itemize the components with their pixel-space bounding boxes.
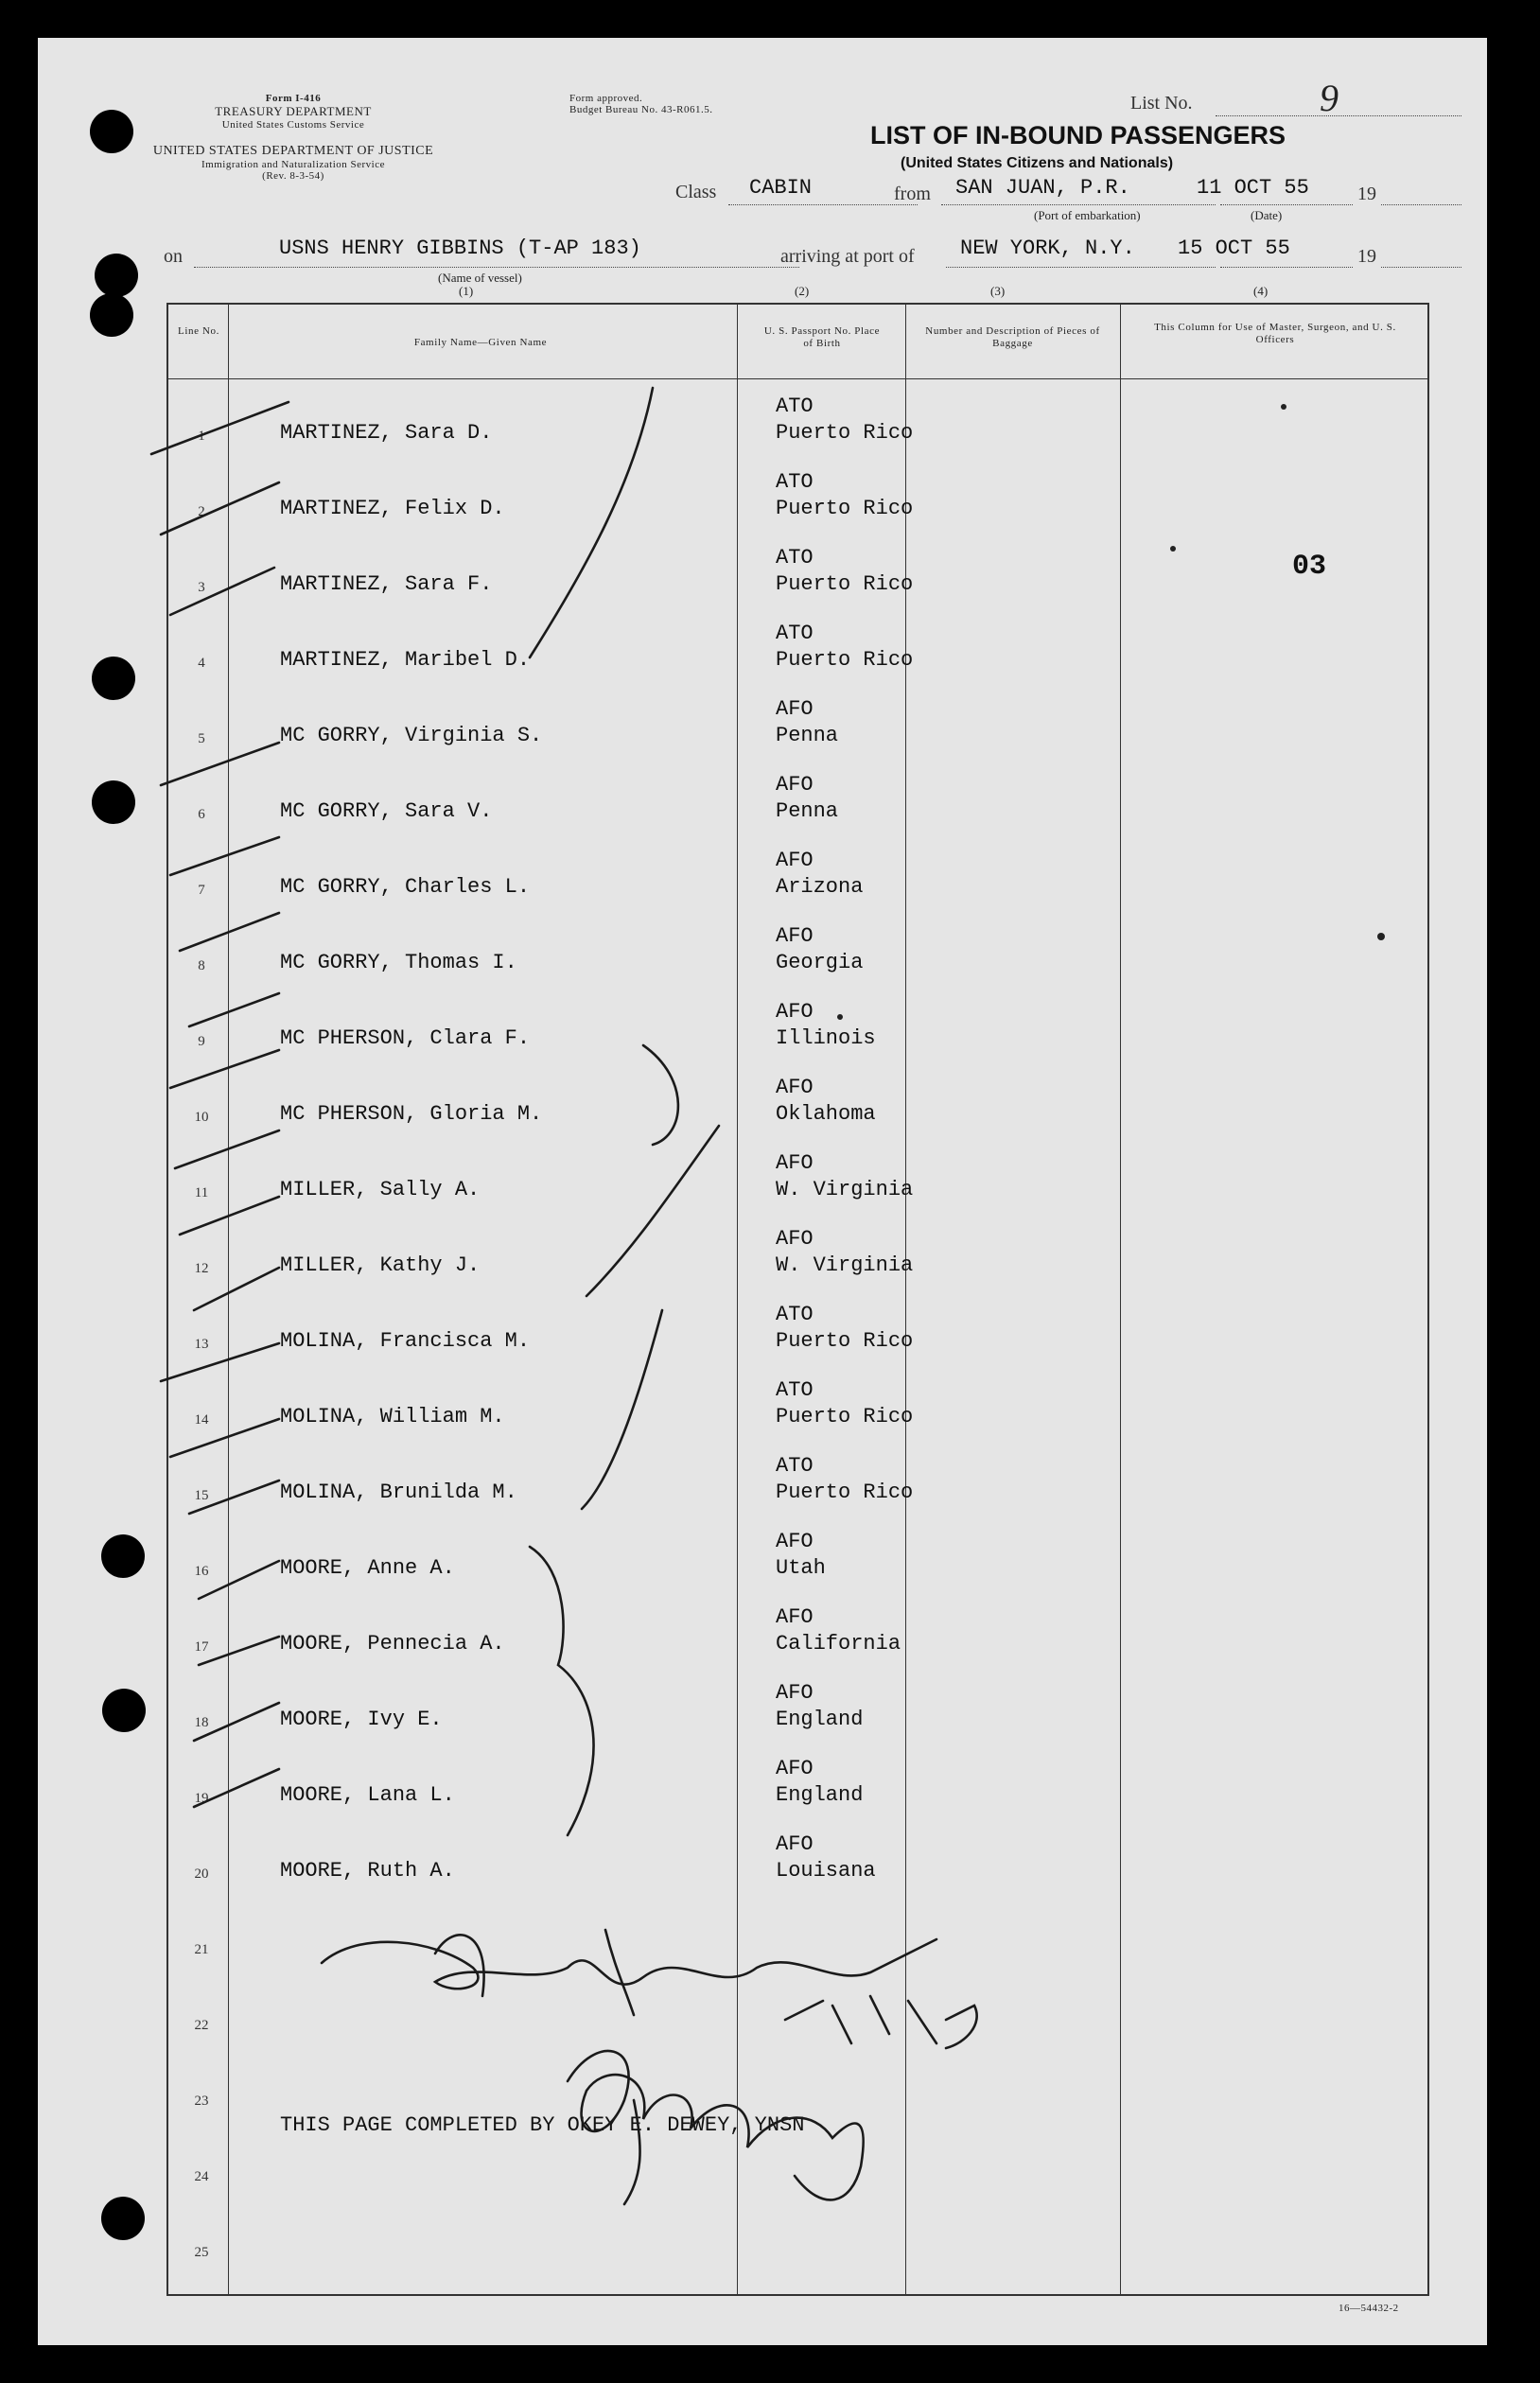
birthplace: Penna	[776, 724, 839, 747]
class-label: Class	[675, 182, 717, 202]
tick-mark	[151, 402, 289, 454]
arrival-port: NEW YORK, N.Y.	[960, 237, 1135, 260]
passport-code: AFO	[776, 1076, 814, 1099]
passenger-name: MOORE, Pennecia A.	[280, 1632, 505, 1656]
line-number: 10	[194, 1110, 209, 1125]
signature-stroke	[322, 1939, 936, 1989]
line-number: 16	[194, 1564, 209, 1579]
birthplace: Oklahoma	[776, 1102, 876, 1126]
line-number: 17	[194, 1639, 209, 1655]
passenger-name: MC GORRY, Charles L.	[280, 875, 531, 899]
class-value: CABIN	[749, 176, 813, 200]
vessel-name: USNS HENRY GIBBINS (T-AP 183)	[279, 237, 641, 260]
bracket-mark	[586, 1126, 719, 1296]
passenger-name: MOLINA, William M.	[280, 1405, 505, 1428]
customs-service: United States Customs Service	[221, 119, 365, 131]
birthplace: Penna	[776, 799, 839, 823]
line-number: 21	[194, 1942, 209, 1957]
line-number: 25	[194, 2245, 209, 2260]
col4-caption: (4)	[1253, 284, 1269, 298]
line-number: 18	[194, 1715, 209, 1730]
tick-mark	[194, 1769, 279, 1807]
passport-code: ATO	[776, 1303, 814, 1326]
manifest-page	[38, 38, 1487, 2345]
tick-mark	[175, 1130, 279, 1168]
passenger-name: MC PHERSON, Clara F.	[280, 1026, 531, 1050]
line-number: 22	[194, 2018, 209, 2033]
birthplace: Puerto Rico	[776, 1405, 914, 1428]
budget-bureau: Budget Bureau No. 43-R061.5.	[569, 104, 713, 115]
passport-code: AFO	[776, 1530, 814, 1553]
line-number: 3	[198, 580, 205, 595]
birthplace: Puerto Rico	[776, 497, 914, 520]
print-code: 16—54432-2	[1339, 2303, 1399, 2314]
line-number: 23	[194, 2094, 209, 2109]
signature-stroke	[605, 1930, 634, 2015]
handwriting-layer	[38, 38, 1487, 2345]
line-number: 2	[198, 504, 205, 519]
passenger-name: MOLINA, Brunilda M.	[280, 1481, 517, 1504]
passenger-name: MOORE, Ruth A.	[280, 1859, 455, 1883]
passenger-name: MARTINEZ, Felix D.	[280, 497, 505, 520]
passport-code: AFO	[776, 1227, 814, 1251]
tick-mark	[170, 568, 274, 615]
tick-mark	[170, 1419, 279, 1457]
tick-mark	[194, 1268, 279, 1310]
line-number: 9	[198, 1034, 205, 1049]
birthplace: Puerto Rico	[776, 421, 914, 445]
birthplace: Illinois	[776, 1026, 876, 1050]
birthplace: W. Virginia	[776, 1178, 914, 1201]
ins-label: Immigration and Naturalization Service	[201, 159, 386, 170]
birthplace: Puerto Rico	[776, 1481, 914, 1504]
passport-code: AFO	[776, 1000, 814, 1024]
list-no-label: List No.	[1130, 93, 1193, 114]
bracket-mark	[530, 1547, 594, 1835]
line-number: 8	[198, 958, 205, 973]
header-passport: U. S. Passport No. Place of Birth	[763, 325, 881, 349]
passenger-name: MC GORRY, Virginia S.	[280, 724, 543, 747]
passport-code: AFO	[776, 849, 814, 872]
passenger-name: MOORE, Ivy E.	[280, 1708, 443, 1731]
birthplace: England	[776, 1708, 864, 1731]
passenger-name: MC PHERSON, Gloria M.	[280, 1102, 543, 1126]
passenger-name: MC GORRY, Sara V.	[280, 799, 493, 823]
tick-mark	[161, 482, 279, 534]
passport-code: AFO	[776, 1832, 814, 1856]
passport-code: AFO	[776, 697, 814, 721]
line-number: 7	[198, 883, 205, 898]
birthplace: Utah	[776, 1556, 826, 1580]
line-number: 15	[194, 1488, 209, 1503]
header-line-no: Line No.	[178, 325, 219, 337]
completed-note: THIS PAGE COMPLETED BY OKEY E. DEWEY, YNSN	[280, 2113, 805, 2137]
revision-date: (Rev. 8-3-54)	[262, 170, 324, 182]
passenger-name: MC GORRY, Thomas I.	[280, 951, 517, 974]
passenger-name: MOORE, Anne A.	[280, 1556, 455, 1580]
from-label: from	[894, 184, 931, 204]
passenger-name: MOLINA, Francisca M.	[280, 1329, 531, 1353]
vessel-caption: (Name of vessel)	[438, 271, 522, 285]
col1-caption: (1)	[459, 284, 474, 298]
birthplace: Georgia	[776, 951, 864, 974]
tick-mark	[189, 1481, 279, 1514]
birthplace: W. Virginia	[776, 1253, 914, 1277]
bracket-mark	[530, 388, 653, 657]
line-number: 24	[194, 2169, 209, 2184]
departure-date: 11 OCT 55	[1197, 176, 1309, 200]
passenger-name: MOORE, Lana L.	[280, 1783, 455, 1807]
justice-department: UNITED STATES DEPARTMENT OF JUSTICE	[152, 144, 434, 158]
treasury-department: TREASURY DEPARTMENT	[215, 104, 372, 118]
birthplace: England	[776, 1783, 864, 1807]
passport-code: AFO	[776, 1681, 814, 1705]
birthplace: Puerto Rico	[776, 648, 914, 672]
form-number: Form I-416	[265, 93, 322, 104]
birthplace: California	[776, 1632, 901, 1656]
line-number: 14	[194, 1412, 209, 1428]
tick-mark	[199, 1561, 279, 1599]
passport-code: AFO	[776, 1757, 814, 1780]
passenger-name: MARTINEZ, Maribel D.	[280, 648, 531, 672]
line-number: 12	[194, 1261, 209, 1276]
bracket-mark	[643, 1045, 678, 1145]
signature-stroke	[624, 2100, 640, 2204]
line-number: 6	[198, 807, 205, 822]
birthplace: Puerto Rico	[776, 572, 914, 596]
signature-stroke	[568, 2051, 864, 2199]
line-number: 1	[198, 429, 205, 444]
passenger-name: MILLER, Sally A.	[280, 1178, 481, 1201]
arrival-date: 15 OCT 55	[1178, 237, 1290, 260]
form-approved: Form approved.	[569, 93, 643, 104]
tick-mark	[161, 743, 279, 785]
passport-code: ATO	[776, 1454, 814, 1478]
birthplace: Louisana	[776, 1859, 876, 1883]
year-prefix: 19	[1357, 184, 1376, 204]
passport-code: AFO	[776, 1151, 814, 1175]
tick-mark	[194, 1703, 279, 1741]
arriving-label: arriving at port of	[780, 246, 915, 267]
line-number: 4	[198, 656, 205, 671]
form-title: LIST OF IN-BOUND PASSENGERS	[870, 121, 1286, 149]
tick-mark	[170, 1050, 279, 1088]
form-subtitle: (United States Citizens and Nationals)	[901, 155, 1174, 171]
header-name: Family Name—Given Name	[413, 337, 548, 348]
year-prefix-2: 19	[1357, 246, 1376, 267]
tick-mark	[189, 993, 279, 1026]
passport-code: ATO	[776, 470, 814, 494]
date-caption: (Date)	[1251, 208, 1283, 222]
date-stroke	[785, 1996, 977, 2048]
passport-code: ATO	[776, 546, 814, 569]
line-number: 19	[194, 1791, 209, 1806]
officer-mark: 03	[1292, 551, 1327, 583]
line-number: 20	[194, 1866, 209, 1882]
passport-code: AFO	[776, 1605, 814, 1629]
tick-mark	[161, 1343, 279, 1381]
header-officers: This Column for Use of Master, Surgeon, and U. S. Officers	[1154, 322, 1396, 345]
on-label: on	[164, 246, 183, 267]
passport-code: ATO	[776, 394, 814, 418]
line-number: 5	[198, 731, 205, 746]
port-of-embarkation-caption: (Port of embarkation)	[1034, 208, 1141, 222]
passenger-name: MARTINEZ, Sara F.	[280, 572, 493, 596]
birthplace: Arizona	[776, 875, 864, 899]
tick-mark	[180, 913, 279, 951]
bracket-mark	[582, 1310, 662, 1509]
passenger-name: MARTINEZ, Sara D.	[280, 421, 493, 445]
tick-mark	[180, 1197, 279, 1235]
port-of-embarkation: SAN JUAN, P.R.	[955, 176, 1130, 200]
line-number: 11	[194, 1185, 209, 1200]
passport-code: AFO	[776, 924, 814, 948]
col3-caption: (3)	[990, 284, 1006, 298]
passport-code: ATO	[776, 622, 814, 645]
passport-code: ATO	[776, 1378, 814, 1402]
list-number: 9	[1320, 77, 1339, 119]
passenger-name: MILLER, Kathy J.	[280, 1253, 481, 1277]
line-number: 13	[194, 1337, 209, 1352]
passport-code: AFO	[776, 773, 814, 797]
tick-mark	[199, 1637, 279, 1665]
col2-caption: (2)	[795, 284, 810, 298]
tick-mark	[170, 837, 279, 875]
header-baggage: Number and Description of Pieces of Baggage	[925, 325, 1100, 349]
birthplace: Puerto Rico	[776, 1329, 914, 1353]
